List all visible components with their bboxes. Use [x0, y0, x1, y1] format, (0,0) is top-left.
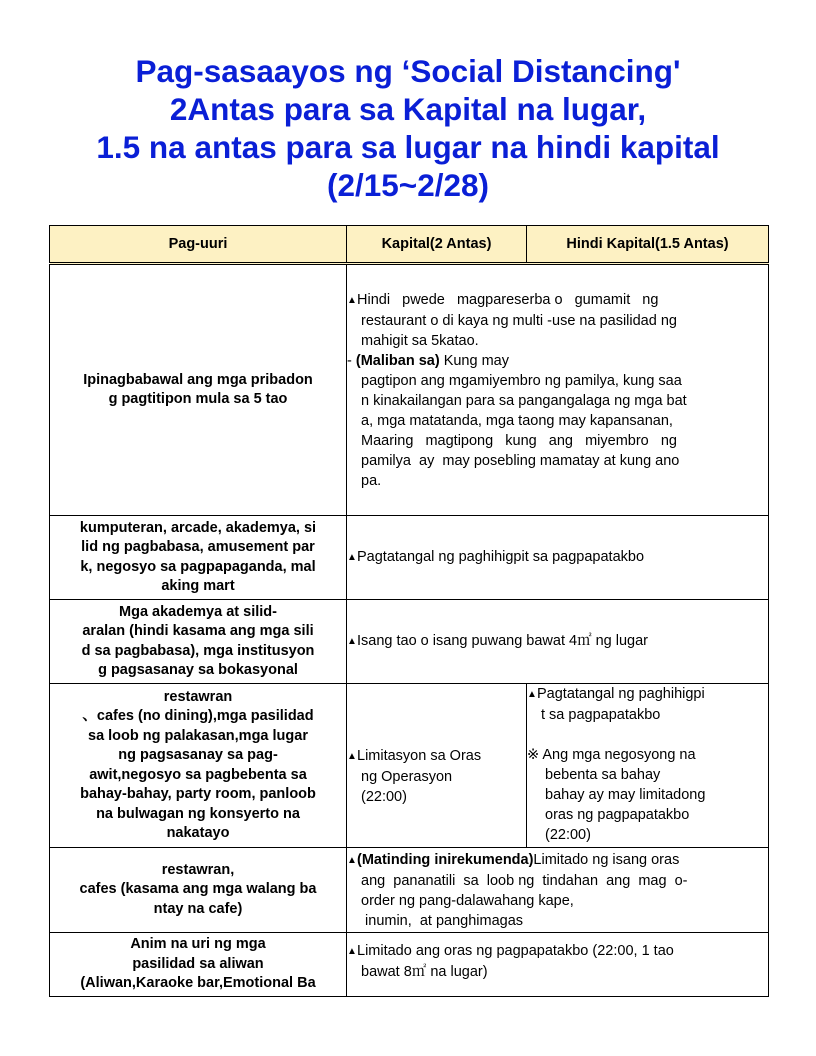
triangle-up-icon: ▲: [347, 636, 357, 647]
category-line: k, negosyo sa pagpapaganda, mal: [80, 558, 316, 575]
rule-line: bawat 8㎡ na lugar): [361, 964, 488, 980]
exception-line: a, mga matatanda, mga taong may kapansanan,: [361, 412, 673, 429]
row-category: [50, 600, 347, 684]
rule-line: (22:00): [545, 827, 591, 843]
category-line: ntay na cafe): [153, 900, 243, 917]
triangle-up-icon: ▲: [347, 294, 357, 306]
category-line: bahay-bahay, party room, panloob: [80, 786, 316, 802]
exception-line: pamilya ay may posebling mamatay at kung ano: [361, 452, 680, 469]
table-row: [50, 684, 769, 848]
triangle-up-icon: ▲: [527, 689, 537, 700]
rule-line: order ng pang-dalawahang kape,: [361, 892, 574, 909]
rule-label: (Matinding inirekumenda): [357, 851, 534, 868]
table-row: [50, 264, 769, 516]
rule-text: Isang tao o isang puwang bawat 4㎡ ng lugar: [357, 633, 649, 649]
page-title: [0, 52, 816, 204]
rule-line: ang pananatili sa loob ng tindahan ang mag o-: [361, 872, 688, 889]
dash-mark: -: [347, 352, 352, 369]
row-noncapital-rule: [527, 684, 769, 848]
category-line: cafes (kasama ang mga walang ba: [79, 881, 317, 898]
category-line: (Aliwan,Karaoke bar,Emotional Ba: [80, 975, 316, 991]
rule-line: t sa pagpapatakbo: [541, 707, 661, 723]
category-line: na bulwagan ng konsyerto na: [96, 805, 300, 822]
note-mark: ※: [527, 747, 540, 763]
table-row: [50, 516, 769, 600]
rule-line: inumin, at panghimagas: [361, 912, 524, 929]
rule-line: restaurant o di kaya ng multi -use na pasilidad ng: [361, 312, 677, 329]
row-category: [50, 684, 347, 848]
title-line-4: (2/15~2/28): [327, 167, 489, 203]
triangle-up-icon: ▲: [347, 751, 357, 762]
category-line: restawran,: [161, 861, 235, 878]
category-line: restawran: [163, 688, 233, 705]
rule-line: ng Operasyon: [361, 769, 453, 785]
triangle-up-icon: ▲: [347, 552, 357, 563]
exception-line: n kinakailangan para sa pangangalaga ng mga bat: [361, 392, 687, 409]
rule-line: bahay ay may limitadong: [545, 787, 706, 803]
category-line: sa loob ng palakasan,mga lugar: [88, 727, 308, 744]
exception-line: Maaring magtipong kung ang miyembro ng: [361, 432, 677, 449]
row-rule: [347, 933, 769, 997]
row-rule: [347, 516, 769, 600]
regulation-table: [49, 225, 769, 997]
triangle-up-icon: ▲: [347, 854, 357, 866]
row-rule: [347, 848, 769, 933]
header-noncapital: Hindi Kapital(1.5 Antas): [527, 226, 769, 264]
category-line: pasilidad sa aliwan: [132, 955, 264, 972]
row-category: [50, 516, 347, 600]
rule-line: (22:00): [361, 789, 407, 805]
rule-line: Pagtatangal ng paghihigpi: [537, 686, 705, 702]
row-rule: [347, 600, 769, 684]
title-line-2: 2Antas para sa Kapital na lugar,: [169, 91, 647, 127]
row-category: [50, 848, 347, 933]
rule-line: bebenta sa bahay: [545, 767, 661, 783]
table-row: [50, 848, 769, 933]
row-category: [50, 264, 347, 516]
category-line: 、cafes (no dining),mga pasilidad: [82, 708, 314, 724]
rule-line: mahigit sa 5katao.: [361, 332, 479, 349]
category-line: ng pagsasanay sa pag-: [118, 747, 278, 763]
row-category: [50, 933, 347, 997]
header-category: Pag-uuri: [50, 226, 347, 264]
rule-line: Limitado ang oras ng pagpapatakbo (22:00, 1 tao: [357, 943, 674, 959]
category-line: aralan (hindi kasama ang mga sili: [82, 623, 314, 639]
category-line: nakatayo: [166, 825, 230, 841]
rule-line: Limitasyon sa Oras: [357, 748, 482, 764]
rule-text: Limitado ng isang oras: [533, 851, 680, 868]
rule-line: Hindi pwede magpareserba o gumamit ng: [357, 291, 659, 308]
triangle-up-icon: ▲: [347, 946, 357, 957]
category-line: d sa pagbabasa), mga institusyon: [81, 642, 315, 659]
category-line: kumputeran, arcade, akademya, si: [79, 519, 317, 536]
row-capital-rule: [347, 684, 527, 848]
category-line: g pagsasanay sa bokasyonal: [98, 662, 298, 678]
category-line: g pagtitipon mula sa 5 tao: [108, 391, 288, 407]
category-line: Anim na uri ng mga: [130, 936, 266, 952]
table-header-row: [50, 226, 769, 264]
exception-text: Kung may: [439, 352, 509, 369]
title-line-3: 1.5 na antas para sa lugar na hindi kapital: [96, 129, 720, 165]
row-rule: [347, 264, 769, 516]
table-row: [50, 933, 769, 997]
exception-line: pa.: [361, 472, 382, 489]
category-line: Ipinagbabawal ang mga pribadon: [83, 371, 313, 388]
rule-line: oras ng pagpapatakbo: [545, 807, 690, 823]
category-line: awit,negosyo sa pagbebenta sa: [89, 766, 307, 783]
rule-line: Ang mga negosyong na: [542, 747, 696, 763]
title-line-1: Pag-sasaayos ng ‘Social Distancing': [135, 53, 681, 89]
header-capital: Kapital(2 Antas): [347, 226, 527, 264]
exception-line: pagtipon ang mgamiyembro ng pamilya, kung saa: [361, 372, 682, 389]
category-line: lid ng pagbabasa, amusement par: [81, 539, 315, 555]
category-line: aking mart: [161, 578, 235, 594]
exception-label: (Maliban sa): [355, 352, 440, 369]
rule-text: Pagtatangal ng paghihigpit sa pagpapatakbo: [357, 549, 645, 565]
table-row: [50, 600, 769, 684]
category-line: Mga akademya at silid-: [119, 603, 277, 620]
